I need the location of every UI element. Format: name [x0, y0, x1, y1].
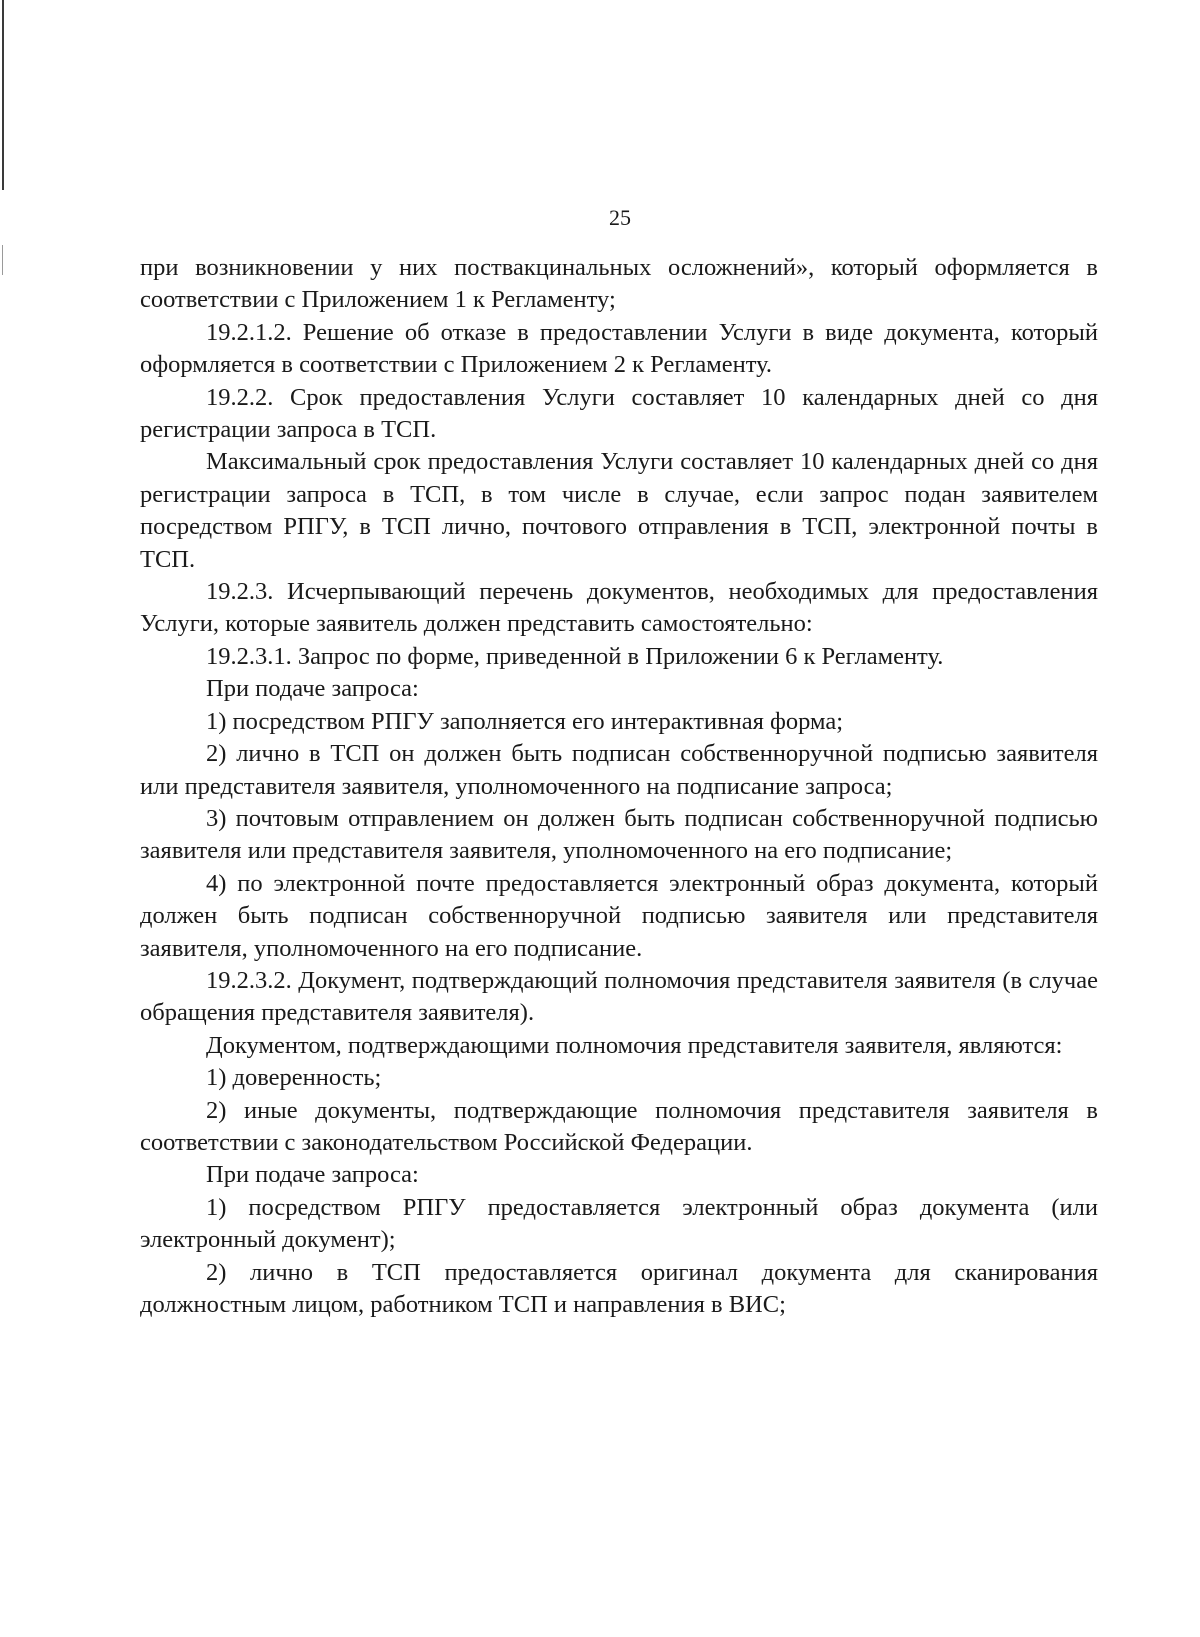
paragraph: 19.2.3. Исчерпывающий перечень документов, необходимых для предоставления Услуги, которые заявитель должен представить самостоятельно:	[140, 578, 1098, 638]
paragraph: 4) по электронной почте предоставляется электронный образ документа, который должен быть подписан собственноручной подписью заявителя или представителя заявителя, уполномоченного на его подписание.	[140, 869, 1098, 962]
paragraph: 2) лично в ТСП он должен быть подписан собственноручной подписью заявителя или представителя заявителя, уполномоченного на подписание запроса;	[140, 740, 1098, 800]
paragraph: 2) лично в ТСП предоставляется оригинал документа для сканирования должностным лицом, работником ТСП и направления в ВИС;	[140, 1258, 1098, 1318]
paragraph: Максимальный срок предоставления Услуги составляет 10 календарных дней со дня регистрации запроса в ТСП, в том числе в случае, если запрос подан заявителем посредством РПГУ, в ТСП лично, почтового отправления в ТСП, электронной почты в ТСП.	[140, 448, 1098, 573]
paragraph: 19.2.3.2. Документ, подтверждающий полномочия представителя заявителя (в случае обращения представителя заявителя).	[140, 966, 1098, 1027]
paragraph: Документом, подтверждающими полномочия представителя заявителя, являются:	[206, 1031, 1063, 1059]
paragraph: 19.2.3.1. Запрос по форме, приведенной в Приложении 6 к Регламенту.	[206, 642, 944, 670]
paragraph: 2) иные документы, подтверждающие полномочия представителя заявителя в соответствии с законодательством Российской Федерации.	[140, 1096, 1098, 1156]
document-body	[140, 252, 1098, 1321]
paragraph: При подаче запроса:	[206, 1161, 419, 1189]
paragraph: 19.2.2. Срок предоставления Услуги составляет 10 календарных дней со дня регистрации запроса в ТСП.	[140, 383, 1098, 444]
paragraph: при возникновении у них поствакцинальных осложнений», который оформляется в соответствии с Приложением 1 к Регламенту;	[140, 254, 1098, 314]
scan-edge-mark	[2, 245, 3, 275]
scan-edge-mark	[2, 0, 4, 190]
paragraph: 3) почтовым отправлением он должен быть подписан собственноручной подписью заявителя или представителя заявителя, уполномоченного на его подписание;	[140, 804, 1098, 865]
paragraph: 19.2.1.2. Решение об отказе в предоставлении Услуги в виде документа, который оформляется в соответствии с Приложением 2 к Регламенту.	[140, 318, 1098, 379]
paragraph: 1) доверенность;	[206, 1064, 382, 1092]
page-number: 25	[609, 205, 631, 230]
paragraph: 1) посредством РПГУ заполняется его интерактивная форма;	[206, 707, 843, 735]
paragraph: 1) посредством РПГУ предоставляется электронный образ документа (или электронный документ);	[140, 1193, 1098, 1254]
paragraph: При подаче запроса:	[206, 675, 419, 703]
